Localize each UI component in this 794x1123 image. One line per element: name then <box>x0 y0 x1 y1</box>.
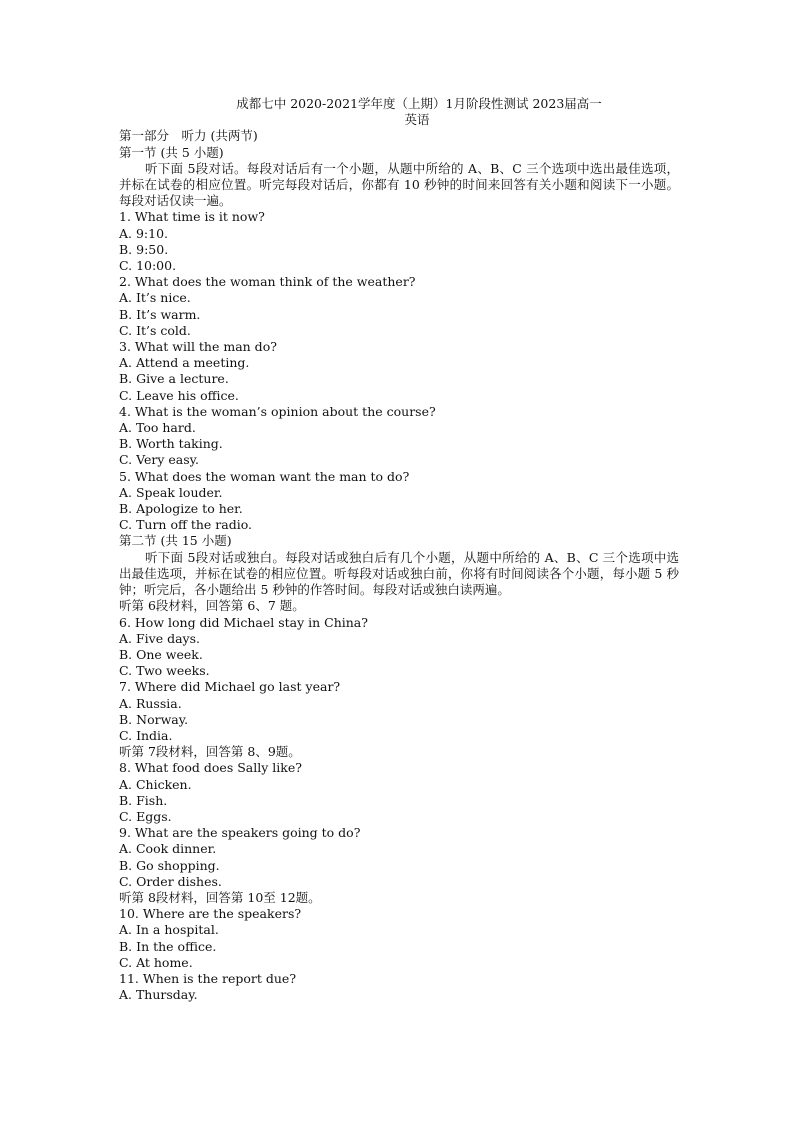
q9-option-a: A. Cook dinner. <box>119 841 217 857</box>
q6-option-a: A. Five days. <box>119 630 200 646</box>
q8-option-c: C. Eggs. <box>119 808 172 824</box>
q1-option-b: B. 9:50. <box>119 241 169 257</box>
q7-option-c: C. India. <box>119 727 173 743</box>
q9-option-b: B. Go shopping. <box>119 857 220 873</box>
material-8-instruction: 听第 8段材料，回答第 10至 12题。 <box>119 889 321 905</box>
question-9: 9. What are the speakers going to do? <box>119 825 361 841</box>
q10-option-b: B. In the office. <box>119 938 217 954</box>
q2-option-b: B. It’s warm. <box>119 306 201 322</box>
q9-option-c: C. Order dishes. <box>119 873 222 889</box>
q5-option-b: B. Apologize to her. <box>119 501 243 517</box>
section1-instructions: 听下面 5段对话。每段对话后有一个小题，从题中所给的 A、B、C 三个选项中选出最佳选项，并标在试卷的相应位置。听完每段对话后，你都有 10 秒钟的时间来回答有关小题和阅读下一小题。每段对话仅读一遍。 <box>119 160 679 209</box>
question-6: 6. How long did Michael stay in China? <box>119 614 368 630</box>
exam-title: 成都七中 2020-2021学年度（上期）1月阶段性测试 2023届高一 <box>236 96 602 111</box>
q2-option-c: C. It’s cold. <box>119 322 191 338</box>
q3-option-a: A. Attend a meeting. <box>119 355 250 371</box>
question-4: 4. What is the woman’s opinion about the course? <box>119 403 436 419</box>
question-10: 10. Where are the speakers? <box>119 906 302 922</box>
q10-option-a: A. In a hospital. <box>119 922 219 938</box>
q1-option-a: A. 9:10. <box>119 225 169 241</box>
question-1: 1. What time is it now? <box>119 209 265 225</box>
exam-page <box>119 96 679 1003</box>
part1-heading: 第一部分 听力 (共两节) <box>119 128 258 144</box>
question-3: 3. What will the man do? <box>119 339 277 355</box>
section2-heading: 第二节 (共 15 小题) <box>119 533 232 549</box>
material-7-instruction: 听第 7段材料，回答第 8、9题。 <box>119 744 301 760</box>
q3-option-c: C. Leave his office. <box>119 387 239 403</box>
q7-option-b: B. Norway. <box>119 711 189 727</box>
question-8: 8. What food does Sally like? <box>119 760 302 776</box>
q8-option-a: A. Chicken. <box>119 776 192 792</box>
q6-option-c: C. Two weeks. <box>119 663 210 679</box>
q5-option-a: A. Speak louder. <box>119 484 223 500</box>
q10-option-c: C. At home. <box>119 954 193 970</box>
q3-option-b: B. Give a lecture. <box>119 371 229 387</box>
q4-option-a: A. Too hard. <box>119 420 196 436</box>
q5-option-c: C. Turn off the radio. <box>119 517 252 533</box>
q1-option-c: C. 10:00. <box>119 258 177 274</box>
q4-option-b: B. Worth taking. <box>119 436 223 452</box>
exam-subject: 英语 <box>404 112 430 128</box>
section1-heading: 第一节 (共 5 小题) <box>119 144 224 160</box>
question-5: 5. What does the woman want the man to do? <box>119 468 410 484</box>
q11-option-a: A. Thursday. <box>119 987 198 1003</box>
q7-option-a: A. Russia. <box>119 695 182 711</box>
material-6-instruction: 听第 6段材料，回答第 6、7 题。 <box>119 598 305 614</box>
q4-option-c: C. Very easy. <box>119 452 199 468</box>
q2-option-a: A. It’s nice. <box>119 290 191 306</box>
q8-option-b: B. Fish. <box>119 792 168 808</box>
section2-instructions: 听下面 5段对话或独白。每段对话或独白后有几个小题，从题中所给的 A、B、C 三个选项中选出最佳选项，并标在试卷的相应位置。听每段对话或独白前，你将有时间阅读各个小题，每小题 5 秒钟；听完后，各小题给出 5 秒钟的作答时间。每段对话或独白读两遍。 <box>119 549 679 598</box>
q6-option-b: B. One week. <box>119 646 203 662</box>
question-7: 7. Where did Michael go last year? <box>119 679 341 695</box>
question-11: 11. When is the report due? <box>119 970 297 986</box>
question-2: 2. What does the woman think of the weather? <box>119 274 416 290</box>
